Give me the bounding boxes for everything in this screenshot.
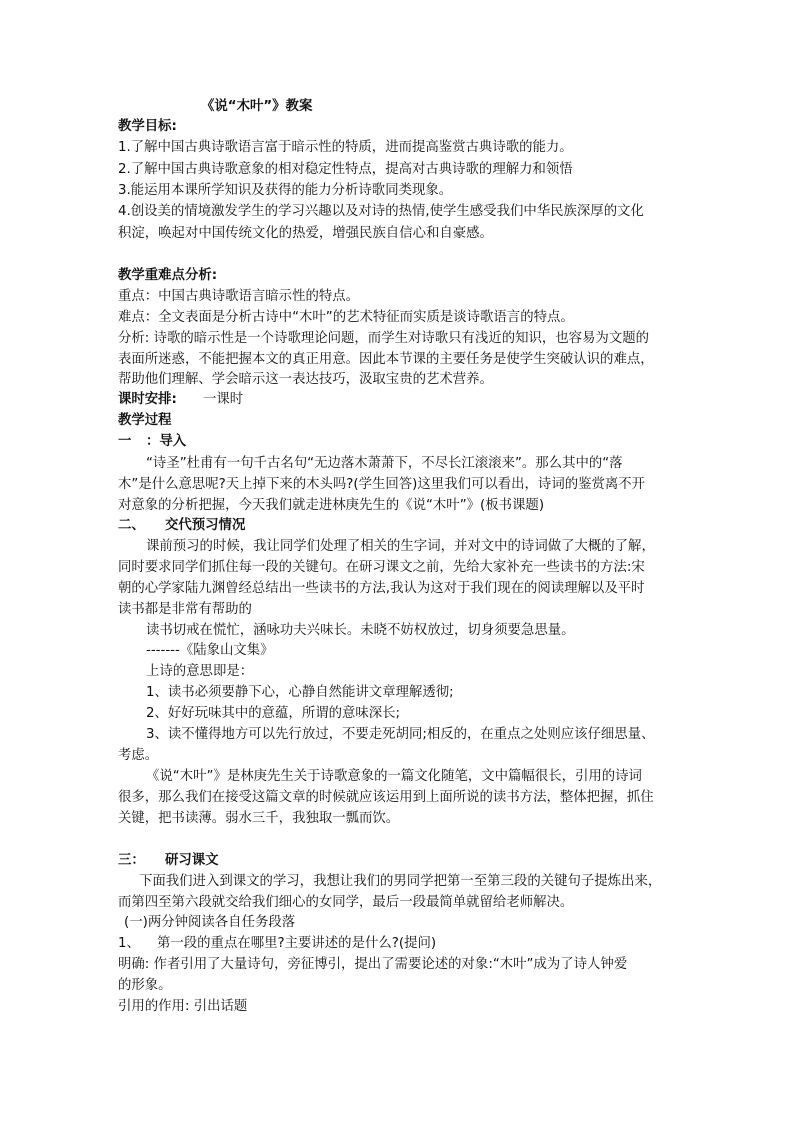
meaning-item-2: 2、好好玩味其中的意蕴，所谓的意味深长;	[146, 706, 401, 721]
meaning-item-3: 3、读不懂得地方可以先行放过，不要走死胡同;相反的，在重点之处则应该仔细思量、	[146, 727, 655, 742]
essay-line-2: 很多，那么我们在接受这篇文章的时候就应该运用到上面所说的读书方法，整体把握，抓住	[118, 790, 654, 805]
key-point: 重点：中国古典诗歌语言暗示性的特点。	[118, 289, 360, 304]
preview-line-1: 课前预习的时候，我让同学们处理了相关的生字词，并对文中的诗词做了大概的了解，	[146, 539, 655, 554]
meaning-item-1: 1、读书必须要静下心，心静自然能讲文章理解透彻;	[146, 685, 454, 700]
quote-source: -------《陆象山文集》	[146, 643, 274, 658]
quote-effect: 引用的作用: 引出话题	[118, 999, 248, 1014]
schedule-value: 一课时	[203, 392, 244, 407]
question-1-number: 1、	[118, 936, 140, 951]
difficult-point: 难点：全文表面是分析古诗中“木叶”的艺术特征而实质是谈诗歌语言的特点。	[118, 310, 574, 325]
goal-3: 3.能运用本课所学知识及获得的能力分析诗歌同类现象。	[118, 183, 453, 198]
meaning-item-3-tail: 考虑。	[118, 748, 159, 763]
essay-line-3: 关键，把书读薄。弱水三千，我独取一瓢而饮。	[118, 811, 400, 826]
document-title: 《说“木叶”》教案	[201, 99, 313, 114]
essay-line-1: 《说“木叶”》是林庚先生关于诗歌意象的一篇文化随笔，文中篇幅很长，引用的诗词	[146, 769, 642, 784]
goal-4-cont: 积淀，唤起对中国传统文化的热爱，增强民族自信心和自豪感。	[118, 226, 493, 241]
study-line-1: 下面我们进入到课文的学习，我想让我们的男同学把第一至第三段的关键句子提炼出来，	[139, 874, 662, 889]
intro-line-3: 对意象的分析把握，今天我们就走进林庚先生的《说“木叶”》(板书课题)	[118, 498, 545, 513]
analysis-heading: 教学重难点分析:	[118, 268, 218, 283]
section-3-number: 三：	[118, 853, 145, 868]
analysis-line-1: 分析: 诗歌的暗示性是一个诗歌理论问题，而学生对诗歌只有浅近的知识，也容易为文题的	[118, 331, 649, 346]
process-heading: 教学过程	[118, 413, 172, 428]
preview-line-3: 朝的心学家陆九渊曾经总结出一些读书的方法,我认为这对于我们现在的阅读理解以及平时	[118, 581, 645, 596]
goal-1: 1.了解中国古典诗歌语言富于暗示性的特质，进而提高鉴赏古典诗歌的能力。	[118, 140, 573, 155]
section-2-title: 交代预习情况	[165, 518, 246, 533]
intro-line-1: “诗圣”杜甫有一句千古名句“无边落木萧萧下，不尽长江滚滚来”。那么其中的“落	[146, 456, 623, 471]
question-1-text: 第一段的重点在哪里?主要讲述的是什么?(提问)	[157, 936, 437, 951]
study-line-2: 而第四至第六段就交给我们细心的女同学，最后一段最简单就留给老师解决。	[118, 895, 574, 910]
goal-4: 4.创设美的情境激发学生的学习兴趣以及对诗的热情,使学生感受我们中华民族深厚的文化	[118, 204, 644, 219]
section-3-title: 研习课文	[165, 853, 219, 868]
goals-heading: 教学目标:	[118, 119, 177, 134]
preview-line-4: 读书都是非常有帮助的	[118, 602, 252, 617]
analysis-line-3: 帮助他们理解、学会暗示这一表达技巧，汲取宝贵的艺术营养。	[118, 372, 493, 387]
intro-line-2: 木”是什么意思呢?天上掉下来的木头吗?(学生回答)这里我们可以看出，诗词的鉴赏离不开	[118, 477, 646, 492]
analysis-line-2: 表面所迷惑，不能把握本文的真正用意。因此本节课的主要任务是使学生突破认识的难点，	[118, 352, 654, 367]
section-2-number: 二、	[118, 518, 145, 533]
section-1-number: 一	[118, 434, 132, 449]
schedule-label: 课时安排:	[118, 392, 177, 407]
section-1-title: ：导入	[146, 434, 187, 449]
answer-line-1: 明确: 作者引用了大量诗句，旁征博引，提出了需要论述的对象:“木叶”成为了诗人钟爱	[118, 957, 628, 972]
quote-line: 读书切戒在慌忙，涵咏功夫兴味长。未晓不妨权放过，切身须要急思量。	[146, 623, 575, 638]
subsection-1: (一)两分钟阅读各自任务段落	[124, 915, 296, 930]
meaning-intro: 上诗的意思即是：	[146, 664, 254, 679]
answer-line-2: 的形象。	[118, 978, 172, 993]
preview-line-2: 同时要求同学们抓住每一段的关键句。在研习课文之前，先给大家补充一些读书的方法:宋	[118, 560, 645, 575]
goal-2: 2.了解中国古典诗歌意象的相对稳定性特点，提高对古典诗歌的理解力和领悟	[118, 162, 573, 177]
